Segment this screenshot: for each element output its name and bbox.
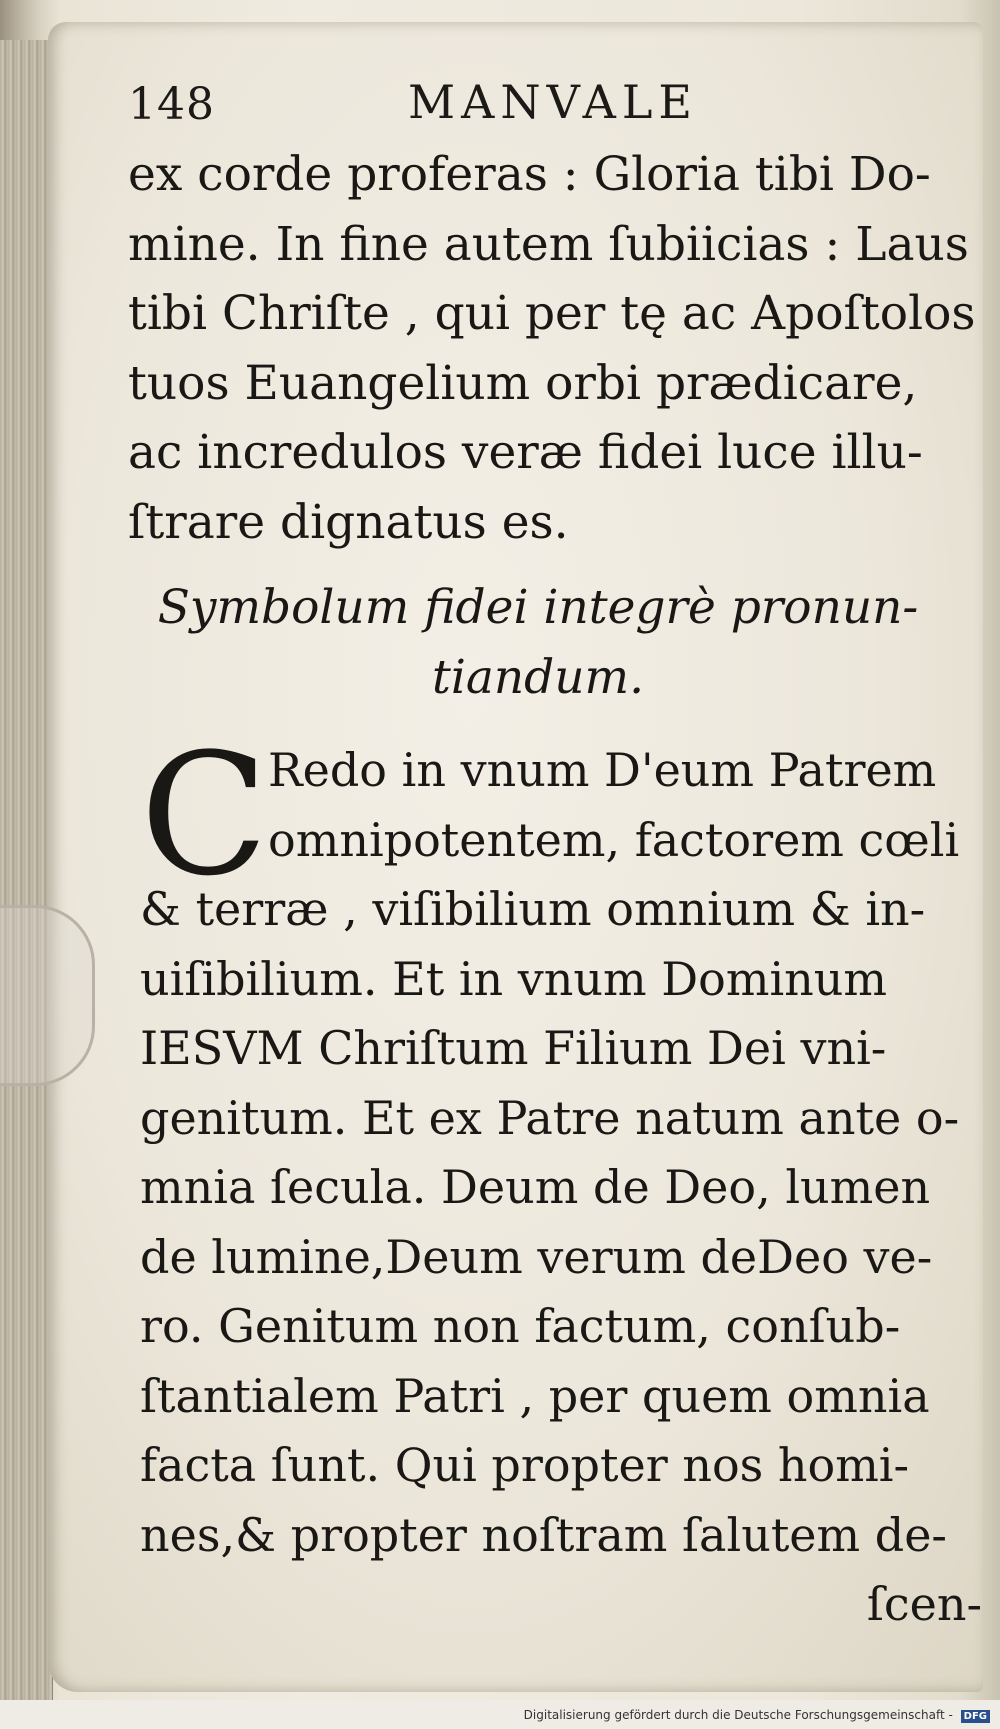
dfg-logo: DFG xyxy=(961,1710,990,1723)
catchword: ſcen- xyxy=(866,1577,982,1631)
page-clip xyxy=(0,905,95,1086)
page-number: 148 xyxy=(128,79,215,130)
text-line: ex corde proferas : Gloria tibi Do- xyxy=(128,147,931,202)
text-line: & terræ , viſibilium omnium & in- xyxy=(140,882,926,936)
text-line: Redo in vnum D'eum Patrem xyxy=(268,743,937,797)
text-line: nes,& propter noſtram ſalutem de- xyxy=(140,1507,947,1562)
drop-capital: C xyxy=(140,717,269,913)
text-line: tibi Chriſte , qui per tę ac Apoſtolos xyxy=(128,286,976,341)
text-line: uiſibilium. Et in vnum Dominum xyxy=(140,951,888,1006)
text-line: IESVM Chriſtum Filium Dei vni- xyxy=(140,1021,887,1075)
text-line: de lumine,Deum verum deDeo ve- xyxy=(140,1229,933,1284)
heading-line: tiandum. xyxy=(431,649,645,705)
text-line: ſtantialem Patri , per quem omnia xyxy=(140,1368,930,1423)
heading-line: Symbolum fidei integrè pronun- xyxy=(157,580,919,635)
page-header xyxy=(128,75,908,135)
intro-paragraph xyxy=(128,140,988,557)
text-line: facta ſunt. Qui propter nos homi- xyxy=(140,1438,910,1492)
text-line: mine. In fine autem ſubiicias : Laus xyxy=(128,216,969,272)
text-line: genitum. Et ex Patre natum ante o- xyxy=(140,1090,960,1145)
text-line: mnia ſecula. Deum de Deo, lumen xyxy=(140,1160,931,1214)
section-heading xyxy=(128,572,948,711)
text-line: ac incredulos veræ fidei luce illu- xyxy=(128,425,923,480)
text-line: ſtrare dignatus es. xyxy=(128,494,569,550)
text-line: ro. Genitum non factum, conſub- xyxy=(140,1299,901,1353)
running-head: MANVALE xyxy=(408,75,699,129)
text-line: tuos Euangelium orbi prædicare, xyxy=(128,355,918,411)
digitization-credit xyxy=(524,1708,990,1723)
credit-text: Digitalisierung gefördert durch die Deutsche Forschungsgemeinschaft - xyxy=(523,1708,953,1722)
creed-paragraph xyxy=(140,717,1000,1639)
book-page-edges xyxy=(0,40,53,1700)
text-line: omnipotentem, factorem cœli xyxy=(268,812,960,867)
